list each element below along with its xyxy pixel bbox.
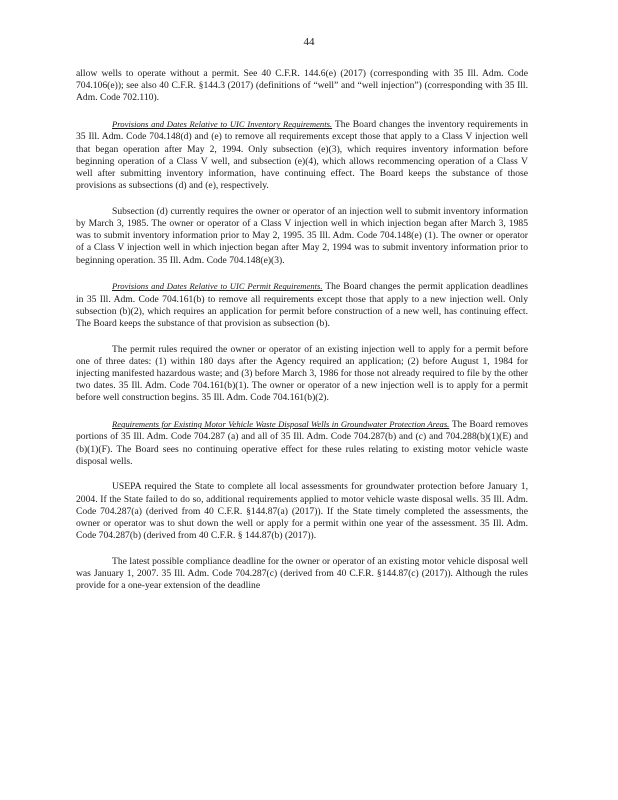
paragraph-usepa-assessments (76, 481, 528, 542)
page-body (76, 68, 528, 606)
paragraph-inventory-requirements (76, 118, 528, 192)
paragraph-motor-vehicle-wells (76, 418, 528, 468)
paragraph-text: USEPA required the State to complete all local assessments for groundwater protection before January 1, 2004. If the State failed to do so, additional requirements applied to motor vehicle waste disposal wells. 35 Ill. Adm. Code 704.287(a) (derived from 40 C.F.R. §144.87(a) (2017)). If the State timely completed the assessments, the owner or operator was to shut down the well or apply for a permit within one year of the assessment. 35 Ill. Adm. Code 704.287(b) (derived from 40 C.F.R. § 144.87(b) (2017)). (76, 481, 528, 542)
page-number: 44 (303, 36, 315, 48)
paragraph-text: The permit rules required the owner or operator of an existing injection well to apply for a permit before one of three dates: (1) within 180 days after the Agency required an application; (2) before August 1, 1984 for injecting manifested hazardous waste; and (3) before March 3, 1986 for those not already required to file by the other two dates. 35 Ill. Adm. Code 704.161(b)(1). The owner or operator of a new injection well is to apply for a permit before well construction begins. 35 Ill. Adm. Code 704.161(b)(2). (76, 343, 528, 404)
section-heading: Provisions and Dates Relative to UIC Permit Requirements. (112, 281, 323, 292)
paragraph-text: allow wells to operate without a permit. See 40 C.F.R. 144.6(e) (2017) (corresponding with 35 Ill. Adm. Code 704.106(e)); see also 40 C.F.R. §144.3 (2017) (definitions of “well” and “well injection”) (corresponding with 35 Ill. Adm. Code 702.110). (76, 68, 528, 104)
paragraph-text: Subsection (d) currently requires the owner or operator of an injection well to submit inventory information by March 3, 1985. The owner or operator of a Class V injection well in which injection began after March 3, 1985 was to submit inventory information prior to May 2, 1995. 35 Ill. Adm. Code 704.148(e) (1). The owner or operator of a Class V injection well in which injection began after May 2, 1994 was to submit inventory information prior to beginning operation. 35 Ill. Adm. Code 704.148(e)(3). (76, 205, 528, 266)
paragraph-text: The Board changes the inventory requirements in 35 Ill. Adm. Code 704.148(d) and (e) to remove all requirements except those that apply to a Class V injection well that began operation after May 2, 1994. Only subsection (e)(3), which requires inventory information before beginning operation of a Class V well, and subsection (e)(4), which allows recommencing operation of a Class V well after submitting inventory information, have continuing effect. The Board keeps the substance of those provisions as subsections (d) and (e), respectively. (76, 119, 528, 192)
paragraph-permit-requirements (76, 280, 528, 330)
paragraph-text: The Board changes the permit application deadlines in 35 Ill. Adm. Code 704.161(b) to remove all requirements except those that apply to a new injection well. Only subsection (b)(2), which requires an application for permit before construction of a new well, has continuing effect. The Board keeps the substance of that provision as subsection (b). (76, 281, 528, 329)
paragraph-compliance-deadline (76, 556, 528, 593)
paragraph-text: The latest possible compliance deadline for the owner or operator of an existing motor vehicle disposal well was January 1, 2007. 35 Ill. Adm. Code 704.287(c) (derived from 40 C.F.R. §144.87(c) (2017)). Although the rules provide for a one-year extension of the deadline (76, 556, 528, 592)
paragraph-text: The Board removes portions of 35 Ill. Adm. Code 704.287 (a) and all of 35 Ill. Adm. Code 704.287(b) and (c) and 704.288(b)(1)(E) and (b)(1)(F). The Board sees no continuing operative effect for these rules relating to existing motor vehicle waste disposal wells. (76, 419, 528, 467)
section-heading: Provisions and Dates Relative to UIC Inventory Requirements. (112, 119, 333, 130)
paragraph-permit-rules (76, 344, 528, 405)
section-heading: Requirements for Existing Motor Vehicle Waste Disposal Wells in Groundwater Protection Areas. (112, 419, 450, 430)
paragraph-subsection-d (76, 206, 528, 267)
paragraph-wells-without-permit (76, 68, 528, 105)
